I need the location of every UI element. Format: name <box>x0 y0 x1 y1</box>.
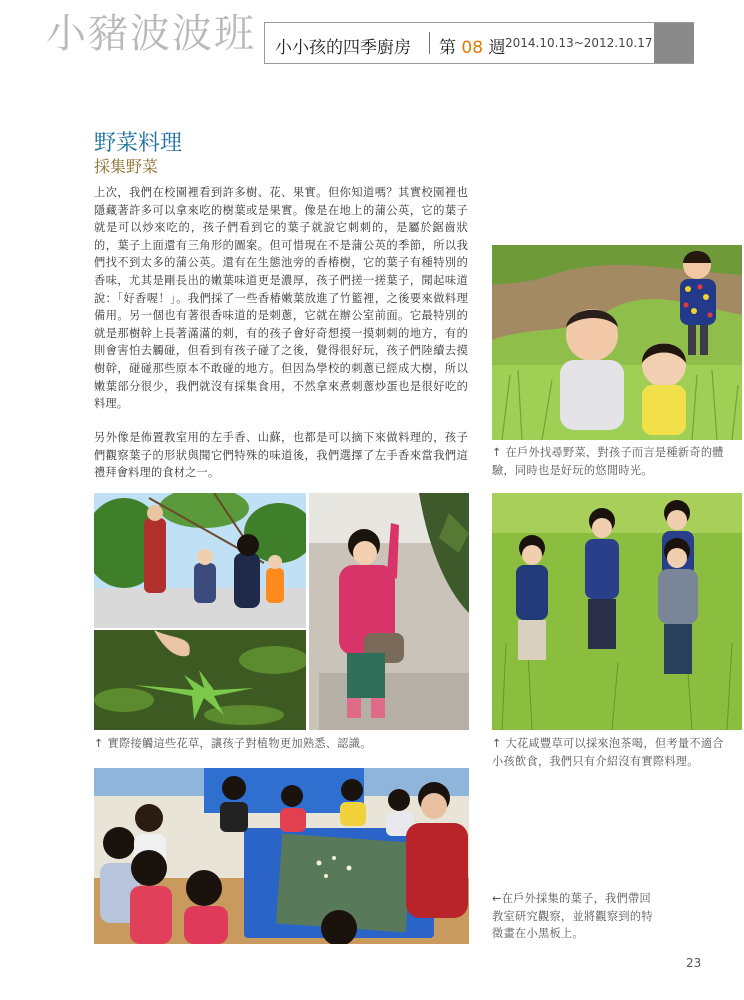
page-number: 23 <box>686 956 702 970</box>
brand-title: 小豬波波班 <box>46 11 256 57</box>
photo-grass-field <box>492 493 742 730</box>
week-label: 第 08 週 <box>439 38 506 58</box>
photo-tree-children <box>94 493 306 628</box>
body-paragraph-1: 上次，我們在校園裡看到許多樹、花、果實。但你知道嗎？其實校園裡也隱藏著許多可以拿來吃的樹葉或是果實。像是在地上的蒲公英，它的葉子就是可以炒來吃的，孩子們看到它的葉子就說它刺刺的，是屬於鋸齒狀的，葉子上面還有三角形的圖案。但可惜現在不是蒲公英的季節，所以我們找不到太多的蒲公英。還有在生態池旁的香椿樹，它的葉子有種特別的香味，尤其是剛長出的嫩葉味道更是濃厚，孩子們搓一搓葉子，聞起味道說：「好香喔！」。我們採了一些香椿嫩葉放進了竹籃裡，之後要來做料理備用。另一個也有著很香味道的是刺蔥，它就在辦公室前面。它最特別的就是那樹幹上長著滿滿的刺，有的孩子會好奇想摸一摸刺刺的地方，有的則會害怕去觸碰，但看到有孩子碰了之後，覺得很好玩，孩子們陸續去摸樹幹，碰碰那些原本不敢碰的地方。但因為學校的刺蔥已經成大樹，所以嫩葉部分很少，我們就沒有採集食用，不然拿來煮刺蔥炒蛋也是很好吃的料理。 <box>94 186 468 411</box>
caption-classroom: ←在戶外採集的葉子，我們帶回教室研究觀察，並將觀察到的特徵畫在小黑板上。 <box>492 892 653 940</box>
body-paragraph-2: 另外像是佈置教室用的左手香、山蘇，也都是可以摘下來做料理的，孩子們觀察葉子的形狀與聞它們特殊的味道後，我們選擇了左手香來當我們這禮拜會料理的食材之一。 <box>94 431 468 480</box>
photo-girl-pink <box>309 493 469 730</box>
caption-bidens: ↑ 大花咸豐草可以採來泡茶喝，但考量不適合小孩飲食，我們只有介紹沒有實際料理。 <box>492 737 724 768</box>
header-grey-block <box>654 23 694 63</box>
photo-hillside-children <box>492 245 742 440</box>
photo-classroom <box>94 768 469 944</box>
section-subtitle: 採集野菜 <box>94 157 159 176</box>
header-divider <box>429 32 430 54</box>
week-number: 08 <box>461 38 484 58</box>
section-title: 野菜料理 <box>94 131 183 156</box>
date-range: 2014.10.13~2012.10.17 <box>505 36 653 50</box>
header-box <box>264 22 694 64</box>
photo-leaves-closeup <box>94 630 306 730</box>
caption-touch-plants: ↑ 實際接觸這些花草，讓孩子對植物更加熟悉、認識。 <box>94 737 372 750</box>
caption-hillside: ↑ 在戶外找尋野菜，對孩子而言是種新奇的體驗，同時也是好玩的悠閒時光。 <box>492 446 724 477</box>
header-title: 小小孩的四季廚房 <box>275 38 411 58</box>
